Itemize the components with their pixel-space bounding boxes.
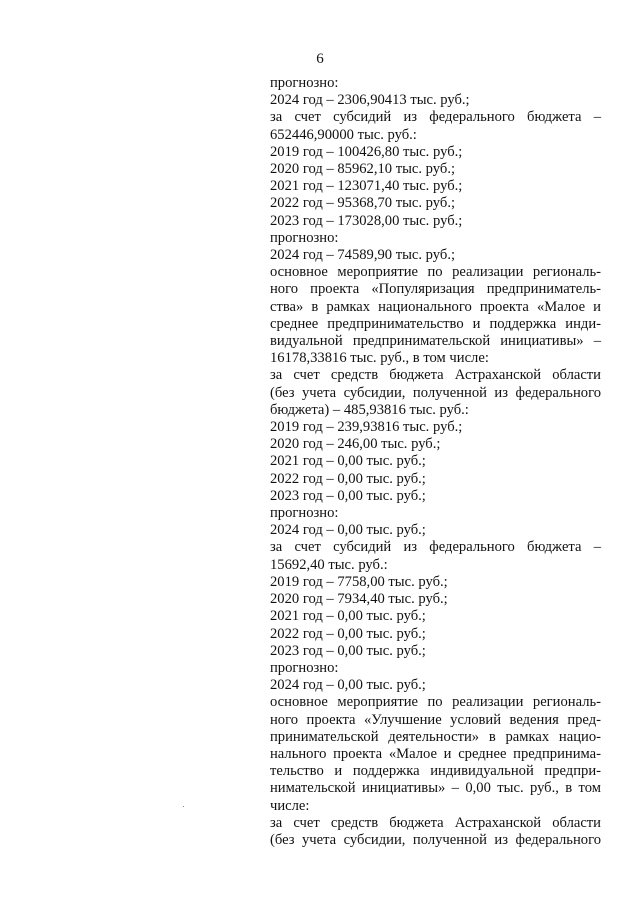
text-line: среднее предпринимательство и поддержка инди-	[270, 315, 601, 332]
text-line: тельство и поддержка индивидуальной предпри-	[270, 763, 601, 780]
text-line: бюджета) – 485,93816 тыс. руб.:	[270, 401, 469, 418]
text-line: нимательской инициативы» – 0,00 тыс. руб., в том	[270, 780, 601, 797]
text-line: 2024 год – 0,00 тыс. руб.;	[270, 677, 426, 694]
text-line: 2020 год – 246,00 тыс. руб.;	[270, 436, 441, 453]
text-line: прогнозно:	[270, 505, 339, 522]
text-line: 2024 год – 2306,90413 тыс. руб.;	[270, 92, 470, 109]
text-line: 2023 год – 173028,00 тыс. руб.;	[270, 212, 463, 229]
text-line: прогнозно:	[270, 75, 339, 91]
text-line: 2020 год – 7934,40 тыс. руб.;	[270, 591, 448, 608]
document-body	[270, 75, 601, 849]
text-line: (без учета субсидии, полученной из федерального	[270, 831, 601, 848]
text-line: ного проекта «Популяризация предприниматель-	[270, 281, 601, 298]
text-line: 15692,40 тыс. руб.:	[270, 556, 388, 573]
text-line: принимательской деятельности» в рамках нацио-	[270, 728, 601, 745]
text-line: 2024 год – 0,00 тыс. руб.;	[270, 522, 426, 539]
text-line: 2021 год – 0,00 тыс. руб.;	[270, 608, 426, 625]
text-line: 2022 год – 0,00 тыс. руб.;	[270, 625, 426, 642]
text-line: 652446,90000 тыс. руб.:	[270, 126, 417, 143]
text-line: прогнозно:	[270, 229, 339, 246]
text-line: основное мероприятие по реализации региональ-	[270, 694, 601, 711]
text-line: видуальной предпринимательской инициативы» –	[270, 333, 601, 350]
text-line: за счет субсидий из федерального бюджета –	[270, 109, 601, 126]
text-line: за счет средств бюджета Астраханской области	[270, 367, 601, 384]
text-line: 2022 год – 95368,70 тыс. руб.;	[270, 195, 456, 212]
text-line: 2022 год – 0,00 тыс. руб.;	[270, 470, 426, 487]
text-line: 2020 год – 85962,10 тыс. руб.;	[270, 161, 456, 178]
text-line: числе:	[270, 797, 310, 814]
scan-speck	[183, 806, 184, 807]
text-line: прогнозно:	[270, 659, 339, 676]
page-number: 6	[316, 51, 324, 67]
text-line: 2023 год – 0,00 тыс. руб.;	[270, 487, 426, 504]
text-line: 2019 год – 7758,00 тыс. руб.;	[270, 573, 448, 590]
text-line: ства» в рамках национального проекта «Малое и	[270, 298, 601, 315]
text-line: 2023 год – 0,00 тыс. руб.;	[270, 642, 426, 659]
text-line: основное мероприятие по реализации региональ-	[270, 264, 601, 281]
text-line: 2024 год – 74589,90 тыс. руб.;	[270, 247, 456, 264]
text-line: нального проекта «Малое и среднее предпринима-	[270, 745, 601, 762]
text-line: за счет субсидий из федерального бюджета –	[270, 539, 601, 556]
text-line: (без учета субсидии, полученной из федерального	[270, 384, 601, 401]
text-line: 2019 год – 239,93816 тыс. руб.;	[270, 419, 463, 436]
text-line: ного проекта «Улучшение условий ведения пред-	[270, 711, 601, 728]
text-line: 2021 год – 123071,40 тыс. руб.;	[270, 178, 463, 195]
text-line: 16178,33816 тыс. руб., в том числе:	[270, 350, 489, 367]
text-line: 2019 год – 100426,80 тыс. руб.;	[270, 143, 463, 160]
text-line: 2021 год – 0,00 тыс. руб.;	[270, 453, 426, 470]
text-line: за счет средств бюджета Астраханской области	[270, 814, 601, 831]
